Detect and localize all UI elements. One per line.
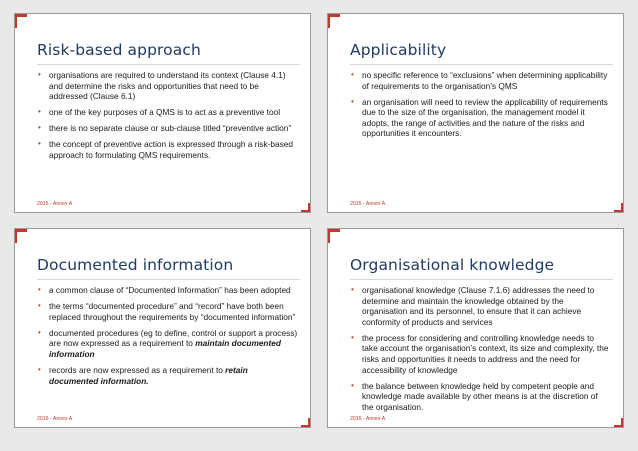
bullet-item <box>37 285 298 296</box>
slide-corner-accent <box>614 203 623 212</box>
title-divider <box>350 64 613 65</box>
bullet-item <box>37 328 298 360</box>
bullet-text: documented procedures (eg to define, control or support a process) are now expressed as a requirement to <box>49 327 298 349</box>
title-divider <box>37 64 300 65</box>
bullet-list <box>350 285 611 418</box>
title-divider <box>37 279 300 280</box>
bullet-text: the concept of preventive action is expressed through a risk-based approach to formulating QMS requirements. <box>49 139 293 161</box>
slide-accent-side <box>15 229 17 243</box>
bullet-item <box>350 70 611 91</box>
bullet-item <box>37 365 298 386</box>
slide-title: Documented information <box>37 256 234 274</box>
title-divider <box>350 279 613 280</box>
slide-title: Applicability <box>350 41 447 59</box>
bullet-item <box>350 381 611 413</box>
bullet-text: organisational knowledge (Clause 7.1.6) addresses the need to determine and maintain the knowledge obtained by the organisation and its personnel, to ensure that it can achieve conformity of products and services <box>362 285 595 327</box>
bullet-list <box>37 70 298 166</box>
bullet-item <box>37 107 298 118</box>
bullet-item <box>350 333 611 375</box>
bullet-text: an organisation will need to review the applicability of requirements due to the size of the organisation, the management model it adopts, the range of activities and the nature of the risks and opportunities it encounters. <box>362 96 608 139</box>
bullet-item <box>350 285 611 327</box>
slide-title: Organisational knowledge <box>350 256 555 274</box>
slide-footer: 2015 - Annex A <box>37 201 73 207</box>
bullet-text: there is no separate clause or sub-clause titled “preventive action” <box>49 123 292 134</box>
slide-accent-side <box>15 14 17 28</box>
bullet-item <box>37 70 298 102</box>
bullet-text: one of the key purposes of a QMS is to act as a preventive tool <box>49 107 281 118</box>
slide-title: Risk-based approach <box>37 41 201 59</box>
slide-applicability <box>327 13 624 213</box>
slide-accent-side <box>328 14 330 28</box>
bullet-text: a common clause of “Documented Information” has been adopted <box>49 285 291 295</box>
bullet-emphasis: retain documented information. <box>49 365 248 386</box>
bullet-text: no specific reference to “exclusions” when determining applicability of requirements to the organisation’s QMS <box>362 70 608 91</box>
slide-risk-based-approach <box>14 13 311 213</box>
bullet-emphasis: maintain documented information <box>49 338 281 359</box>
bullet-text: organisations are required to understand its context (Clause 4.1) and determine the risks and opportunities that need to be addressed (Clause 6.1) <box>49 70 286 102</box>
bullet-list <box>350 70 611 145</box>
bullet-text: the balance between knowledge held by competent people and knowledge made available by other means is at the discretion of the organisation. <box>362 380 598 412</box>
slide-corner-accent <box>301 418 310 427</box>
bullet-item <box>350 97 611 139</box>
bullet-item <box>37 123 298 134</box>
bullet-item <box>37 301 298 322</box>
slide-footer: 2015 - Annex A <box>350 416 386 422</box>
bullet-text: records are now expressed as a requirement to <box>49 365 226 376</box>
bullet-list <box>37 285 298 392</box>
slide-footer: 2015 - Annex A <box>37 416 73 422</box>
slide-corner-accent <box>614 418 623 427</box>
slide-footer: 2015 - Annex A <box>350 201 386 207</box>
slide-accent-side <box>328 229 330 243</box>
slide-organisational-knowledge <box>327 228 624 428</box>
slide-corner-accent <box>301 203 310 212</box>
bullet-text: the terms “documented procedure” and “record” have both been replaced throughout the requirements by “documented information” <box>49 301 296 322</box>
bullet-item <box>37 139 298 160</box>
slide-documented-information <box>14 228 311 428</box>
bullet-text: the process for considering and controlling knowledge needs to take account the organisation’s context, its size and complexity, the risks and opportunities it needs to address and the need for accessibility of knowledge <box>362 332 609 375</box>
